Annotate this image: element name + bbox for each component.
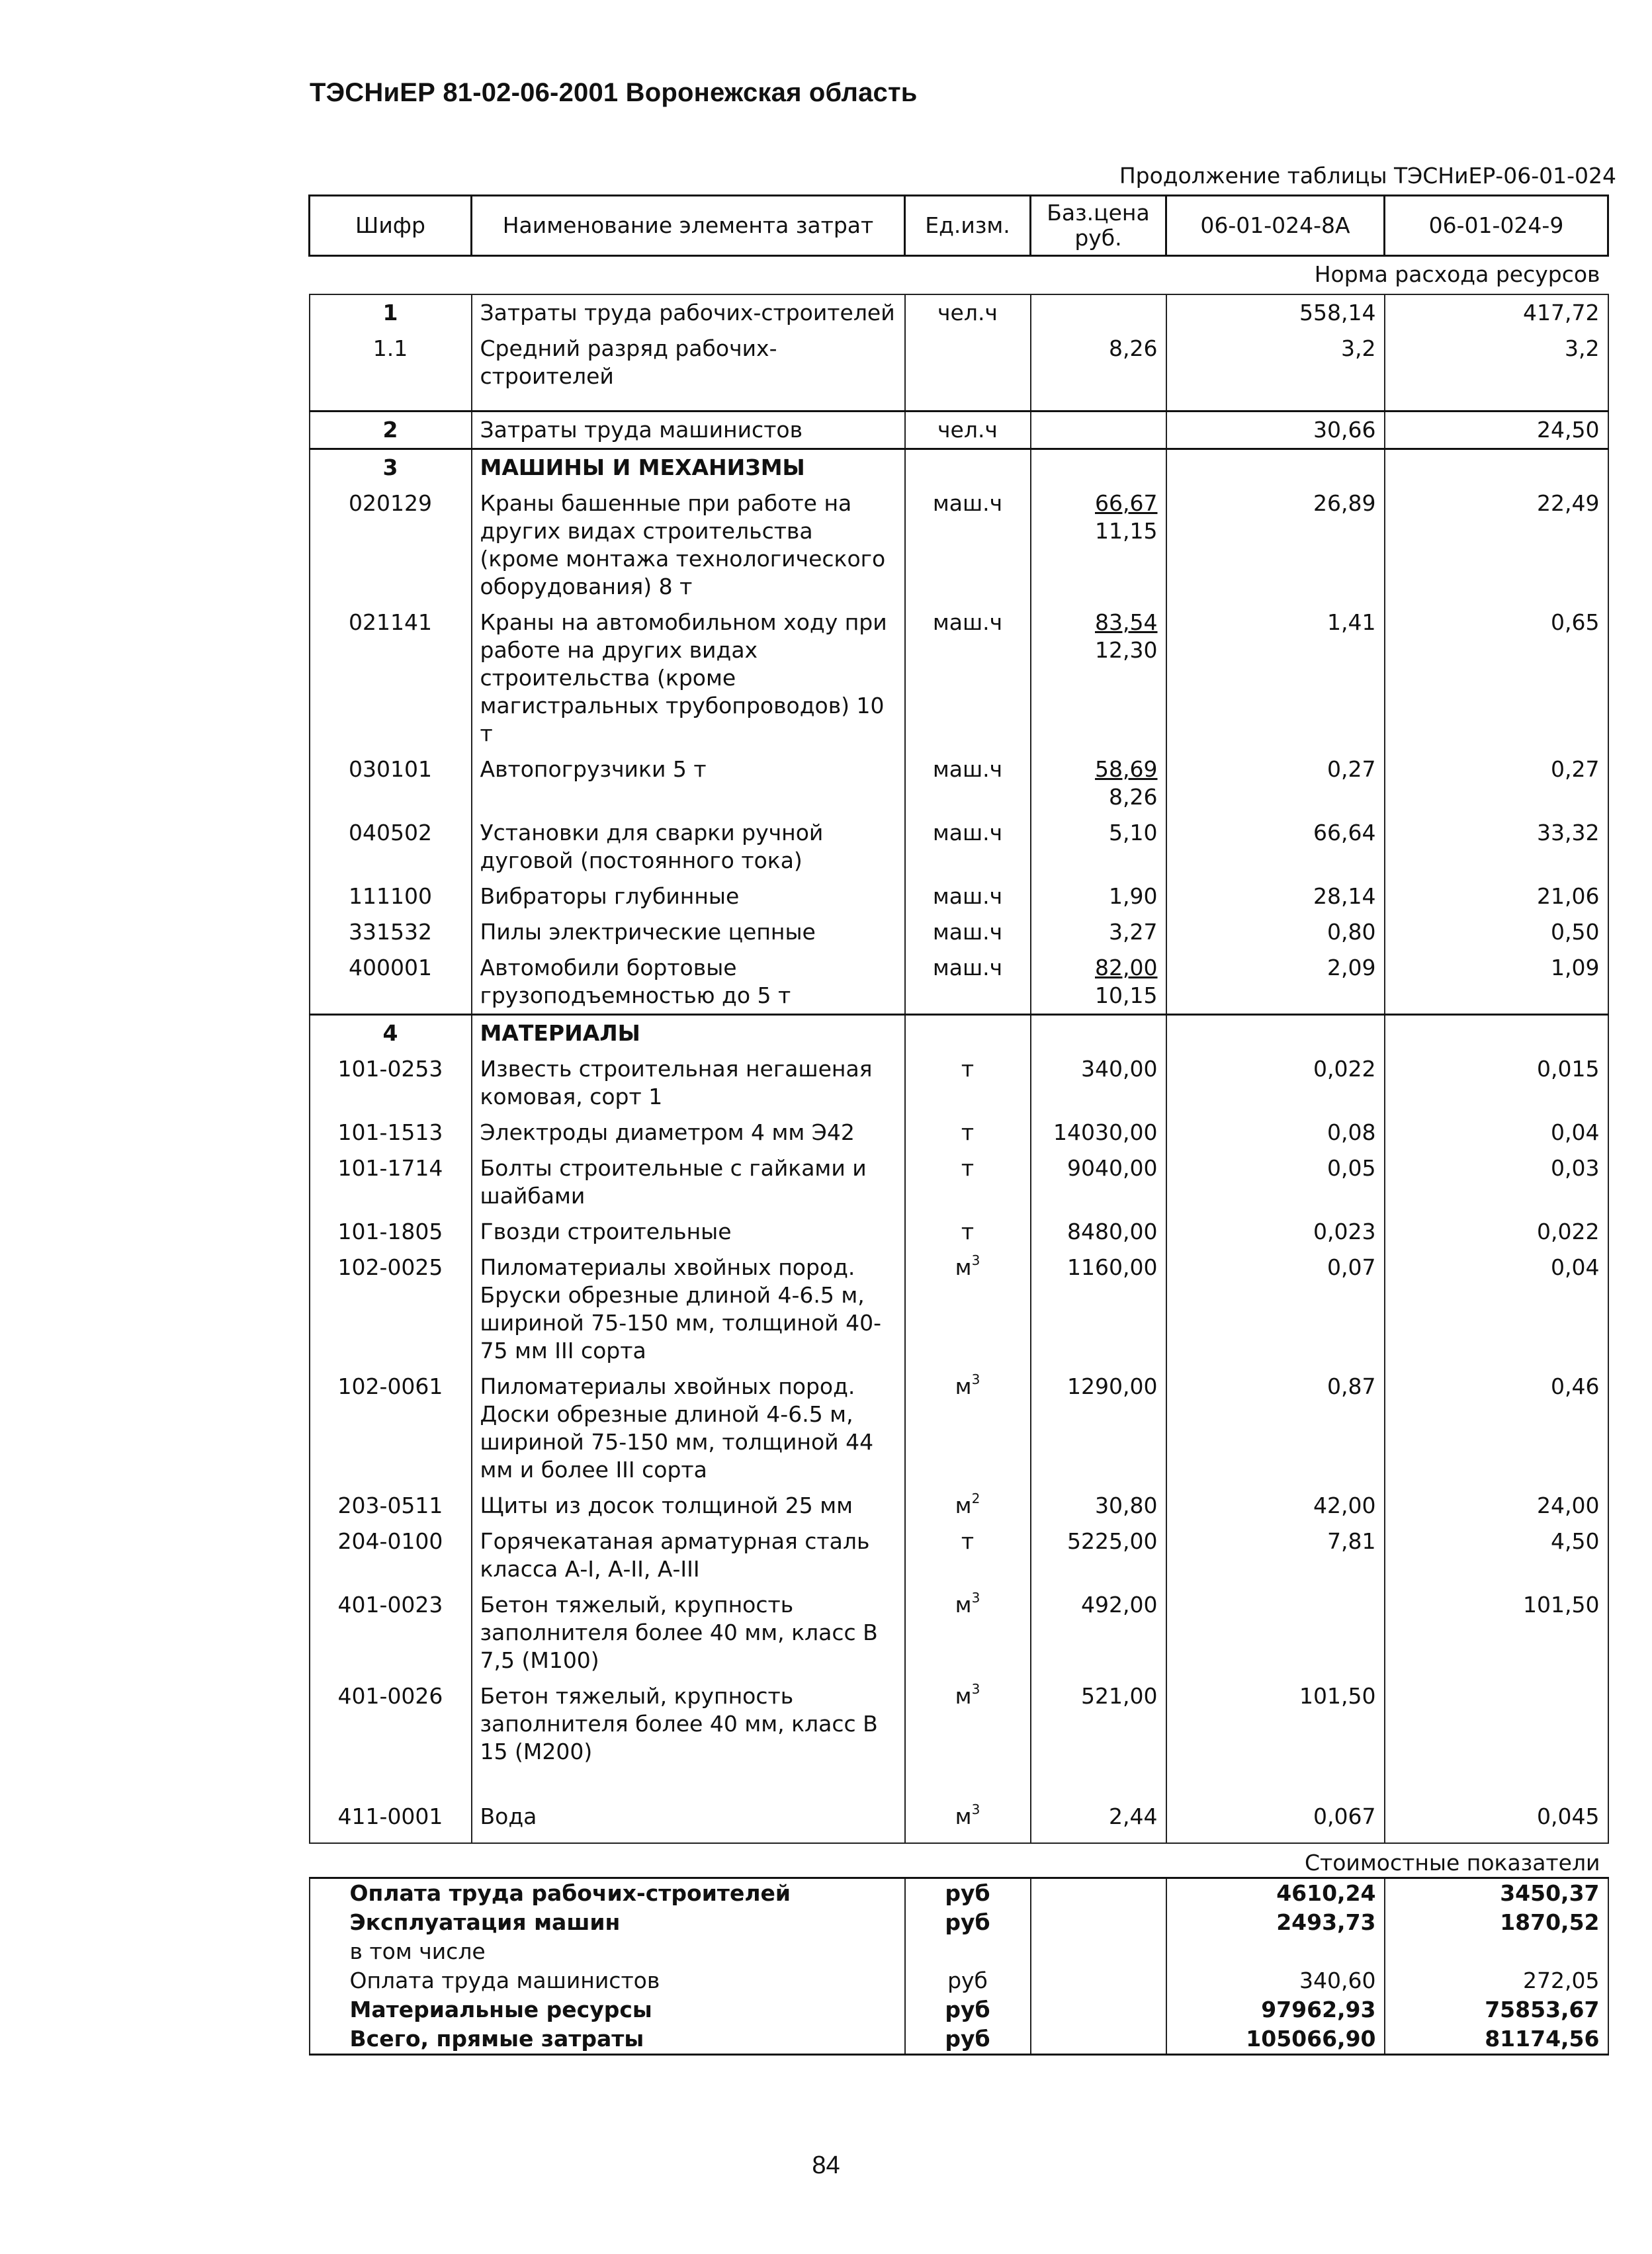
- row-value-b: 4,50: [1385, 1524, 1608, 1587]
- row-price: 1160,00: [1031, 1250, 1166, 1369]
- machine-row: [310, 914, 1608, 950]
- row-unit: маш.ч: [905, 486, 1031, 605]
- row-value-b: [1385, 1678, 1608, 1799]
- row-price: 492,00: [1031, 1587, 1166, 1678]
- material-row: [310, 1051, 1608, 1115]
- cost-value-a: 4610,24: [1166, 1878, 1385, 1909]
- machine-row: [310, 815, 1608, 879]
- cost-value-b: 272,05: [1385, 1966, 1608, 1995]
- machine-row: [310, 950, 1608, 1015]
- labor-row: [310, 294, 1608, 331]
- row-unit: [905, 1115, 1031, 1150]
- row-code: 101-1805: [310, 1214, 472, 1250]
- row-unit: маш.ч: [905, 815, 1031, 879]
- cost-value-b: 3450,37: [1385, 1878, 1608, 1909]
- row-value-a: [1166, 1587, 1385, 1678]
- cost-unit: руб: [905, 1966, 1031, 1995]
- row-value-a: 0,87: [1166, 1369, 1385, 1488]
- row-unit: чел.ч: [905, 412, 1031, 449]
- row-price: [1031, 914, 1166, 950]
- unit-exponent: 3: [971, 1801, 980, 1817]
- row-value-b: 0,04: [1385, 1250, 1608, 1369]
- unit-exponent: 3: [971, 1252, 980, 1268]
- row-unit: [905, 1250, 1031, 1369]
- cost-value-b: [1385, 1937, 1608, 1966]
- document-header: ТЭСНиЕР 81-02-06-2001 Воронежская область: [310, 78, 918, 107]
- materials-group-row: [310, 1015, 1608, 1052]
- cost-row: [310, 1995, 1608, 2024]
- row-value-a: 558,14: [1166, 294, 1385, 331]
- row-code: 102-0025: [310, 1250, 472, 1369]
- price-main: 5,10: [1109, 820, 1158, 845]
- row-value-a: 2,09: [1166, 950, 1385, 1015]
- empty-cell: [1385, 449, 1608, 486]
- material-row: [310, 1488, 1608, 1524]
- row-price: [1031, 294, 1166, 331]
- material-row: [310, 1678, 1608, 1799]
- row-value-b: 0,27: [1385, 752, 1608, 815]
- table-body: [310, 196, 1608, 2055]
- cost-unit: руб: [905, 2024, 1031, 2055]
- row-value-b: 0,04: [1385, 1115, 1608, 1150]
- row-value-a: 0,08: [1166, 1115, 1385, 1150]
- row-code: 411-0001: [310, 1799, 472, 1843]
- row-code: 400001: [310, 950, 472, 1015]
- row-name: Краны башенные при работе на других видах строительства (кроме монтажа технологического оборудования) 8 т: [472, 486, 905, 605]
- material-row: [310, 1587, 1608, 1678]
- row-code: 101-1513: [310, 1115, 472, 1150]
- cost-label: в том числе: [310, 1937, 905, 1966]
- row-price: [1031, 486, 1166, 605]
- row-name: Пилы электрические цепные: [472, 914, 905, 950]
- material-row: [310, 1250, 1608, 1369]
- row-unit: маш.ч: [905, 605, 1031, 752]
- row-price: 9040,00: [1031, 1150, 1166, 1214]
- machine-row: [310, 879, 1608, 914]
- row-value-a: 0,023: [1166, 1214, 1385, 1250]
- row-value-b: 101,50: [1385, 1587, 1608, 1678]
- row-name: Известь строительная негашеная комовая, сорт 1: [472, 1051, 905, 1115]
- page-number: 84: [812, 2151, 840, 2179]
- table-continuation-caption: Продолжение таблицы ТЭСНиЕР-06-01-024: [1119, 163, 1616, 189]
- row-name: Установки для сварки ручной дуговой (постоянного тока): [472, 815, 905, 879]
- resource-norms-table: [308, 195, 1609, 2056]
- row-value-b: 21,06: [1385, 879, 1608, 914]
- group-code: 3: [310, 449, 472, 486]
- row-unit: [905, 331, 1031, 412]
- row-code: 401-0026: [310, 1678, 472, 1799]
- row-name: Болты строительные с гайками и шайбами: [472, 1150, 905, 1214]
- row-name: Гвозди строительные: [472, 1214, 905, 1250]
- machine-row: [310, 605, 1608, 752]
- row-name: Пиломатериалы хвойных пород. Бруски обрезные длиной 4-6.5 м, шириной 75-150 мм, толщиной 40-75 мм III сорта: [472, 1250, 905, 1369]
- row-unit: [905, 1524, 1031, 1587]
- row-value-b: 0,50: [1385, 914, 1608, 950]
- empty-cell: [1031, 1995, 1166, 2024]
- row-value-a: 0,067: [1166, 1799, 1385, 1843]
- price-main: 1,90: [1109, 883, 1158, 909]
- row-code: 102-0061: [310, 1369, 472, 1488]
- row-price: 8,26: [1031, 331, 1166, 412]
- unit-text: т: [961, 1528, 975, 1554]
- row-value-a: 26,89: [1166, 486, 1385, 605]
- row-price: 5225,00: [1031, 1524, 1166, 1587]
- header-unit: Ед.изм.: [905, 196, 1031, 256]
- material-row: [310, 1369, 1608, 1488]
- header-price: Баз.цена руб.: [1031, 196, 1166, 256]
- cost-caption-row: [310, 1843, 1608, 1878]
- row-value-a: 30,66: [1166, 412, 1385, 449]
- material-row: [310, 1524, 1608, 1587]
- cost-label: Всего, прямые затраты: [310, 2024, 905, 2055]
- cost-value-a: 97962,93: [1166, 1995, 1385, 2024]
- row-name: Вибраторы глубинные: [472, 879, 905, 914]
- cost-row: [310, 1908, 1608, 1937]
- empty-cell: [905, 1015, 1031, 1052]
- row-code: 030101: [310, 752, 472, 815]
- price-main: 82,00: [1095, 955, 1158, 980]
- unit-text: м: [955, 1592, 972, 1618]
- cost-value-a: 340,60: [1166, 1966, 1385, 1995]
- cost-unit: руб: [905, 1908, 1031, 1937]
- row-value-b: 33,32: [1385, 815, 1608, 879]
- row-unit: [905, 1799, 1031, 1843]
- cost-unit: руб: [905, 1878, 1031, 1909]
- unit-text: м: [955, 1254, 972, 1280]
- row-value-a: 42,00: [1166, 1488, 1385, 1524]
- unit-exponent: 2: [971, 1491, 980, 1506]
- row-code: 020129: [310, 486, 472, 605]
- row-value-b: 0,045: [1385, 1799, 1608, 1843]
- cost-label: Оплата труда рабочих-строителей: [310, 1878, 905, 1909]
- cost-value-a: 2493,73: [1166, 1908, 1385, 1937]
- empty-cell: [1385, 1015, 1608, 1052]
- row-name: Электроды диаметром 4 мм Э42: [472, 1115, 905, 1150]
- row-value-a: 0,07: [1166, 1250, 1385, 1369]
- row-unit: маш.ч: [905, 914, 1031, 950]
- row-value-a: 28,14: [1166, 879, 1385, 914]
- row-unit: [905, 1587, 1031, 1678]
- row-code: 2: [310, 412, 472, 449]
- unit-exponent: 3: [971, 1681, 980, 1697]
- row-value-a: 0,05: [1166, 1150, 1385, 1214]
- row-value-a: 3,2: [1166, 331, 1385, 412]
- row-value-b: 22,49: [1385, 486, 1608, 605]
- group-code: 4: [310, 1015, 472, 1052]
- header-name: Наименование элемента затрат: [472, 196, 905, 256]
- row-name: Затраты труда машинистов: [472, 412, 905, 449]
- unit-text: м: [955, 1373, 972, 1399]
- cost-row: [310, 1966, 1608, 1995]
- row-value-a: 7,81: [1166, 1524, 1385, 1587]
- row-name: Автопогрузчики 5 т: [472, 752, 905, 815]
- row-code: 204-0100: [310, 1524, 472, 1587]
- empty-cell: [1031, 1015, 1166, 1052]
- row-value-b: 417,72: [1385, 294, 1608, 331]
- row-code: 040502: [310, 815, 472, 879]
- cost-value-a: [1166, 1937, 1385, 1966]
- material-row: [310, 1115, 1608, 1150]
- cost-row: [310, 1937, 1608, 1966]
- cost-row: [310, 1878, 1608, 1909]
- cost-unit: [905, 1937, 1031, 1966]
- row-price: [1031, 752, 1166, 815]
- empty-cell: [905, 449, 1031, 486]
- row-price: [1031, 412, 1166, 449]
- material-row: [310, 1150, 1608, 1214]
- row-value-a: 101,50: [1166, 1678, 1385, 1799]
- empty-cell: [1166, 449, 1385, 486]
- row-value-b: 3,2: [1385, 331, 1608, 412]
- empty-cell: [1166, 1015, 1385, 1052]
- machine-row: [310, 486, 1608, 605]
- group-title: МАТЕРИАЛЫ: [472, 1015, 905, 1052]
- unit-text: т: [961, 1119, 975, 1145]
- header-col-a: 06-01-024-8А: [1166, 196, 1385, 256]
- row-value-b: 0,022: [1385, 1214, 1608, 1250]
- row-price: 8480,00: [1031, 1214, 1166, 1250]
- row-value-a: 0,80: [1166, 914, 1385, 950]
- row-unit: [905, 1678, 1031, 1799]
- price-main: 83,54: [1095, 609, 1158, 635]
- group-title: МАШИНЫ И МЕХАНИЗМЫ: [472, 449, 905, 486]
- row-code: 021141: [310, 605, 472, 752]
- row-value-b: 0,015: [1385, 1051, 1608, 1115]
- row-code: 101-1714: [310, 1150, 472, 1214]
- price-main: 58,69: [1095, 756, 1158, 782]
- row-value-a: 66,64: [1166, 815, 1385, 879]
- row-unit: маш.ч: [905, 950, 1031, 1015]
- row-value-b: 0,03: [1385, 1150, 1608, 1214]
- row-price: [1031, 879, 1166, 914]
- cost-value-b: 75853,67: [1385, 1995, 1608, 2024]
- cost-value-b: 81174,56: [1385, 2024, 1608, 2055]
- empty-cell: [1031, 1937, 1166, 1966]
- row-value-b: 0,65: [1385, 605, 1608, 752]
- cost-value-a: 105066,90: [1166, 2024, 1385, 2055]
- row-code: 101-0253: [310, 1051, 472, 1115]
- price-machinist-wage: 8,26: [1109, 784, 1158, 810]
- machine-row: [310, 752, 1608, 815]
- row-unit: чел.ч: [905, 294, 1031, 331]
- empty-cell: [1031, 1908, 1166, 1937]
- material-row: [310, 1214, 1608, 1250]
- machinist-labor-row: [310, 412, 1608, 449]
- cost-value-b: 1870,52: [1385, 1908, 1608, 1937]
- price-machinist-wage: 11,15: [1095, 518, 1158, 544]
- row-value-b: 24,00: [1385, 1488, 1608, 1524]
- row-name: Горячекатаная арматурная сталь класса А-I, А-II, А-III: [472, 1524, 905, 1587]
- table-header-row: [310, 196, 1608, 256]
- row-name: Вода: [472, 1799, 905, 1843]
- empty-cell: [1031, 1878, 1166, 1909]
- norm-caption-row: [310, 256, 1608, 295]
- row-name: Автомобили бортовые грузоподъемностью до 5 т: [472, 950, 905, 1015]
- price-machinist-wage: 10,15: [1095, 982, 1158, 1008]
- row-price: 521,00: [1031, 1678, 1166, 1799]
- row-unit: маш.ч: [905, 879, 1031, 914]
- row-unit: маш.ч: [905, 752, 1031, 815]
- row-name: Щиты из досок толщиной 25 мм: [472, 1488, 905, 1524]
- row-name: Затраты труда рабочих-строителей: [472, 294, 905, 331]
- empty-cell: [1031, 2024, 1166, 2055]
- unit-text: м: [955, 1803, 972, 1829]
- labor-row: [310, 331, 1608, 412]
- empty-cell: [1031, 1966, 1166, 1995]
- row-price: [1031, 605, 1166, 752]
- row-price: [1031, 815, 1166, 879]
- row-value-a: 0,022: [1166, 1051, 1385, 1115]
- price-main: 66,67: [1095, 490, 1158, 516]
- row-code: 1: [310, 294, 472, 331]
- price-machinist-wage: 12,30: [1095, 637, 1158, 663]
- header-col-b: 06-01-024-9: [1385, 196, 1608, 256]
- row-name: Бетон тяжелый, крупность заполнителя более 40 мм, класс В 15 (М200): [472, 1678, 905, 1799]
- row-price: 30,80: [1031, 1488, 1166, 1524]
- cost-label: Материальные ресурсы: [310, 1995, 905, 2024]
- row-code: 203-0511: [310, 1488, 472, 1524]
- row-code: 401-0023: [310, 1587, 472, 1678]
- row-unit: [905, 1051, 1031, 1115]
- unit-exponent: 3: [971, 1371, 980, 1387]
- row-code: 111100: [310, 879, 472, 914]
- row-value-a: 0,27: [1166, 752, 1385, 815]
- row-price: 2,44: [1031, 1799, 1166, 1843]
- row-name: Пиломатериалы хвойных пород. Доски обрезные длиной 4-6.5 м, шириной 75-150 мм, толщиной 44 мм и более III сорта: [472, 1369, 905, 1488]
- unit-text: т: [961, 1219, 975, 1244]
- row-unit: [905, 1488, 1031, 1524]
- row-price: 14030,00: [1031, 1115, 1166, 1150]
- row-value-b: 24,50: [1385, 412, 1608, 449]
- cost-label: Оплата труда машинистов: [310, 1966, 905, 1995]
- cost-row: [310, 2024, 1608, 2055]
- unit-exponent: 3: [971, 1590, 980, 1606]
- price-main: 3,27: [1109, 919, 1158, 945]
- empty-cell: [1031, 449, 1166, 486]
- row-name: Средний разряд рабочих-строителей: [472, 331, 905, 412]
- row-price: [1031, 950, 1166, 1015]
- cost-caption: Стоимостные показатели: [1304, 1850, 1600, 1876]
- unit-text: т: [961, 1155, 975, 1181]
- header-code: Шифр: [310, 196, 472, 256]
- row-value-b: 1,09: [1385, 950, 1608, 1015]
- row-name: Краны на автомобильном ходу при работе на других видах строительства (кроме магистральных трубопроводов) 10 т: [472, 605, 905, 752]
- cost-label: Эксплуатация машин: [310, 1908, 905, 1937]
- row-code: 331532: [310, 914, 472, 950]
- cost-unit: руб: [905, 1995, 1031, 2024]
- unit-text: т: [961, 1056, 975, 1082]
- unit-text: м: [955, 1493, 972, 1518]
- row-name: Бетон тяжелый, крупность заполнителя более 40 мм, класс В 7,5 (М100): [472, 1587, 905, 1678]
- material-row: [310, 1799, 1608, 1843]
- row-unit: [905, 1150, 1031, 1214]
- row-price: 1290,00: [1031, 1369, 1166, 1488]
- unit-text: м: [955, 1683, 972, 1709]
- norm-caption: Норма расхода ресурсов: [1314, 261, 1600, 287]
- row-value-b: 0,46: [1385, 1369, 1608, 1488]
- row-unit: [905, 1214, 1031, 1250]
- row-value-a: 1,41: [1166, 605, 1385, 752]
- row-unit: [905, 1369, 1031, 1488]
- row-code: 1.1: [310, 331, 472, 412]
- row-price: 340,00: [1031, 1051, 1166, 1115]
- machines-group-row: [310, 449, 1608, 486]
